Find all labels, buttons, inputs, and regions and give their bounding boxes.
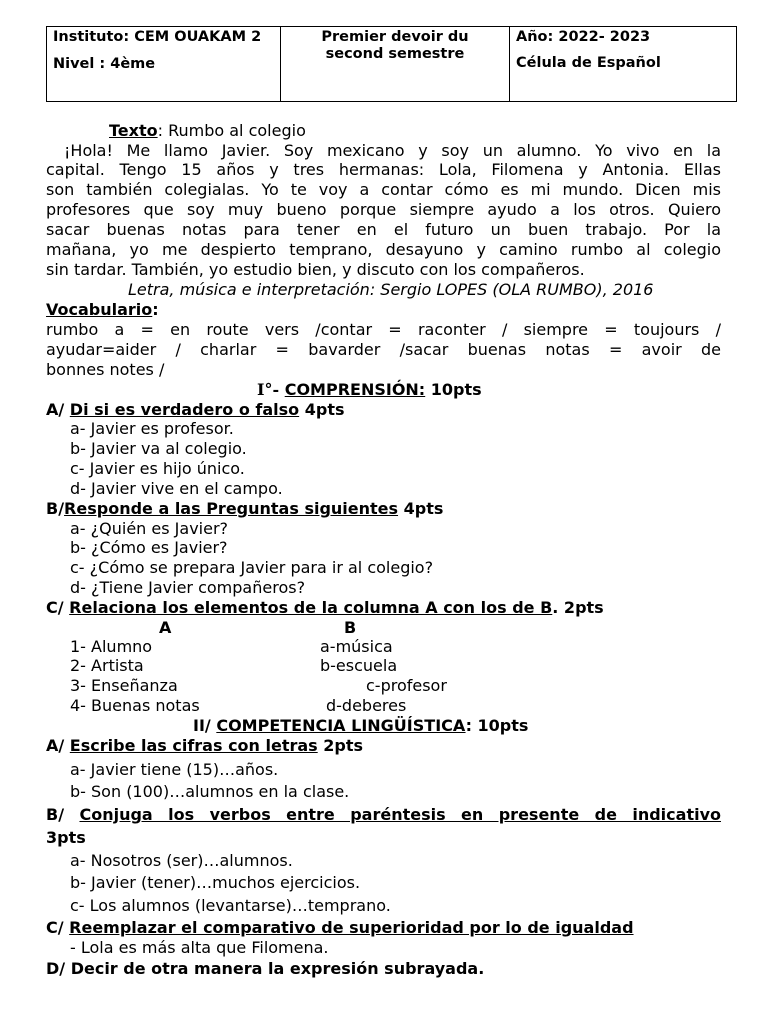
texto-line: ¡Hola! Me llamo Javier. Soy mexicano y soy un alumno. Yo vivo en la <box>64 141 721 160</box>
texto-line: son también colegialas. Yo te voy a contar cómo es mi mundo. Dicen mis <box>46 180 721 199</box>
column-a-item: 2- Artista <box>70 656 144 675</box>
part1-b-heading: B/Responde a las Preguntas siguientes 4pts <box>46 499 444 518</box>
vocabulario-line: ayudar=aider / charlar = bavarder /sacar buenas notas = avoir de <box>46 340 721 359</box>
list-item: b- Javier (tener)…muchos ejercicios. <box>70 873 361 892</box>
part2-b-points: 3pts <box>46 828 86 847</box>
nivel-text: Nivel : 4ème <box>53 56 156 72</box>
list-item: c- Javier es hijo único. <box>70 459 245 478</box>
column-b-item: d-deberes <box>326 696 407 715</box>
list-item: b- Javier va al colegio. <box>70 439 247 458</box>
header-cell-school <box>47 27 281 102</box>
devoir-line-2: second semestre <box>325 46 465 62</box>
list-item: d- ¿Tiene Javier compañeros? <box>70 578 306 597</box>
texto-line: sacar buenas notas para tener en el futuro un buen trabajo. Por la <box>46 220 721 239</box>
list-item: c- ¿Cómo se prepara Javier para ir al colegio? <box>70 558 434 577</box>
texto-label: Texto <box>109 121 158 140</box>
list-item: b- ¿Cómo es Javier? <box>70 538 228 557</box>
part1-heading: I°- COMPRENSIÓN: 10pts <box>257 380 482 399</box>
list-item: - Lola es más alta que Filomena. <box>70 938 329 957</box>
list-item: a- Nosotros (ser)…alumnos. <box>70 851 293 870</box>
devoir-line-1: Premier devoir du <box>321 29 469 45</box>
list-item: c- Los alumnos (levantarse)…temprano. <box>70 896 391 915</box>
texto-title: Rumbo al colegio <box>168 121 306 140</box>
texto-line: profesores que soy muy bueno porque siempre ayudo a los otros. Quiero <box>46 200 721 219</box>
part2-d-heading: D/ Decir de otra manera la expresión subrayada. <box>46 959 485 978</box>
texto-source: Letra, música e interpretación: Sergio LOPES (OLA RUMBO), 2016 <box>128 280 654 299</box>
column-b-header: B <box>344 618 357 637</box>
column-b-item: c-profesor <box>366 676 447 695</box>
header-cell-devoir <box>281 27 510 102</box>
list-item: a- ¿Quién es Javier? <box>70 519 229 538</box>
part1-a-heading: A/ Di si es verdadero o falso 4pts <box>46 400 345 419</box>
vocabulario-line: rumbo a = en route vers /contar = raconter / siempre = toujours / <box>46 320 721 339</box>
vocabulario-line: bonnes notes / <box>46 360 165 379</box>
column-b-item: b-escuela <box>320 656 398 675</box>
celula-text: Célula de Español <box>516 55 661 71</box>
list-item: d- Javier vive en el campo. <box>70 479 283 498</box>
column-a-item: 4- Buenas notas <box>70 696 200 715</box>
texto-line: mañana, yo me despierto temprano, desayuno y camino rumbo al colegio <box>46 240 721 259</box>
part2-a-heading: A/ Escribe las cifras con letras 2pts <box>46 736 364 755</box>
column-a-item: 1- Alumno <box>70 637 153 656</box>
part2-c-heading: C/ Reemplazar el comparativo de superioridad por lo de igualdad <box>46 918 634 937</box>
instituto-text: Instituto: CEM OUAKAM 2 <box>53 29 262 45</box>
list-item: a- Javier tiene (15)…años. <box>70 760 279 779</box>
part1-c-heading: C/ Relaciona los elementos de la columna A con los de B. 2pts <box>46 598 604 617</box>
texto-heading: Texto: Rumbo al colegio <box>109 121 306 140</box>
texto-line: sin tardar. También, yo estudio bien, y discuto con los compañeros. <box>46 260 585 279</box>
vocabulario-heading: Vocabulario: <box>46 300 159 319</box>
header-cell-year <box>510 27 737 102</box>
ano-text: Año: 2022- 2023 <box>516 29 651 45</box>
texto-line: capital. Tengo 15 años y tres hermanas: Lola, Filomena y Antonia. Ellas <box>46 160 721 179</box>
column-b-item: a-música <box>320 637 393 656</box>
header-table <box>46 26 737 102</box>
column-a-header: A <box>159 618 172 637</box>
list-item: b- Son (100)…alumnos en la clase. <box>70 782 350 801</box>
part2-heading: II/ COMPETENCIA LINGÜÍSTICA: 10pts <box>193 716 529 735</box>
list-item: a- Javier es profesor. <box>70 419 234 438</box>
part2-b-heading: B/ Conjuga los verbos entre paréntesis en presente de indicativo <box>46 805 721 824</box>
column-a-item: 3- Enseñanza <box>70 676 178 695</box>
